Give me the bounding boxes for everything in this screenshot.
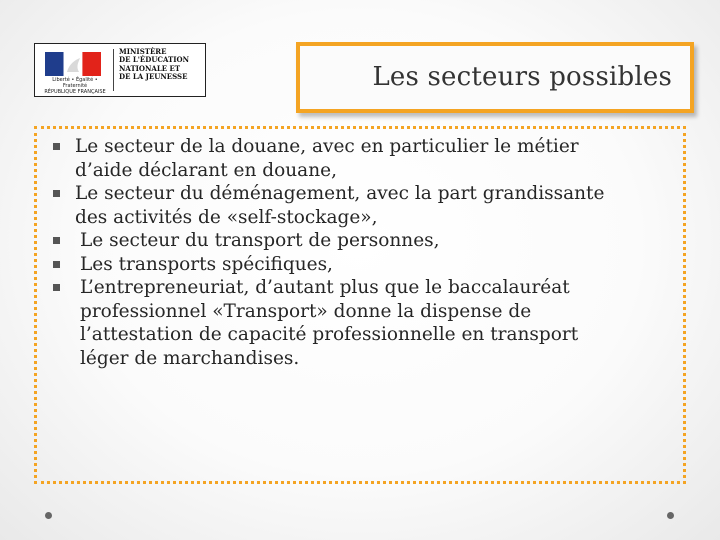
bullet-list — [53, 135, 673, 370]
bullet-item — [53, 253, 673, 277]
square-bullet-icon — [53, 190, 60, 197]
bullet-text-line: des activités de «self-stockage», — [75, 206, 378, 228]
square-bullet-icon — [53, 143, 60, 150]
corner-dot-icon — [45, 512, 52, 519]
square-bullet-icon — [53, 261, 60, 268]
slide-title: Les secteurs possibles — [372, 62, 672, 92]
bullet-text-line: Les transports spécifiques, — [80, 253, 333, 275]
bullet-item — [53, 276, 673, 370]
republic-motto: Liberté • Égalité • Fraternité RÉPUBLIQUE FRANÇAISE — [44, 77, 106, 95]
content-frame — [34, 126, 686, 484]
square-bullet-icon — [53, 284, 60, 291]
bullet-item — [53, 182, 673, 229]
square-bullet-icon — [53, 237, 60, 244]
bullet-text-line: Le secteur du déménagement, avec la part grandissante — [75, 183, 605, 204]
ministry-name: MINISTÈRE DE L'ÉDUCATION NATIONALE ET DE LA JEUNESSE — [119, 47, 190, 81]
bullet-text-line: léger de marchandises. — [80, 347, 300, 369]
bullet-text-line: d’aide déclarant en douane, — [75, 159, 337, 181]
republique-marianne-logo-icon — [45, 52, 101, 76]
corner-dot-icon — [667, 512, 674, 519]
logo-divider — [113, 49, 114, 91]
bullet-text-line: l’attestation de capacité professionnelle en transport — [80, 324, 579, 345]
ministry-logo — [34, 43, 206, 97]
bullet-text-line: Le secteur de la douane, avec en particulier le métier — [75, 136, 579, 157]
bullet-text-line: professionnel «Transport» donne la dispense de — [80, 300, 532, 322]
title-frame — [296, 42, 694, 113]
bullet-item — [53, 135, 673, 182]
bullet-item — [53, 229, 673, 253]
bullet-text-line: Le secteur du transport de personnes, — [80, 230, 440, 251]
bullet-text-line: L’entrepreneuriat, d’autant plus que le baccalauréat — [80, 277, 570, 298]
